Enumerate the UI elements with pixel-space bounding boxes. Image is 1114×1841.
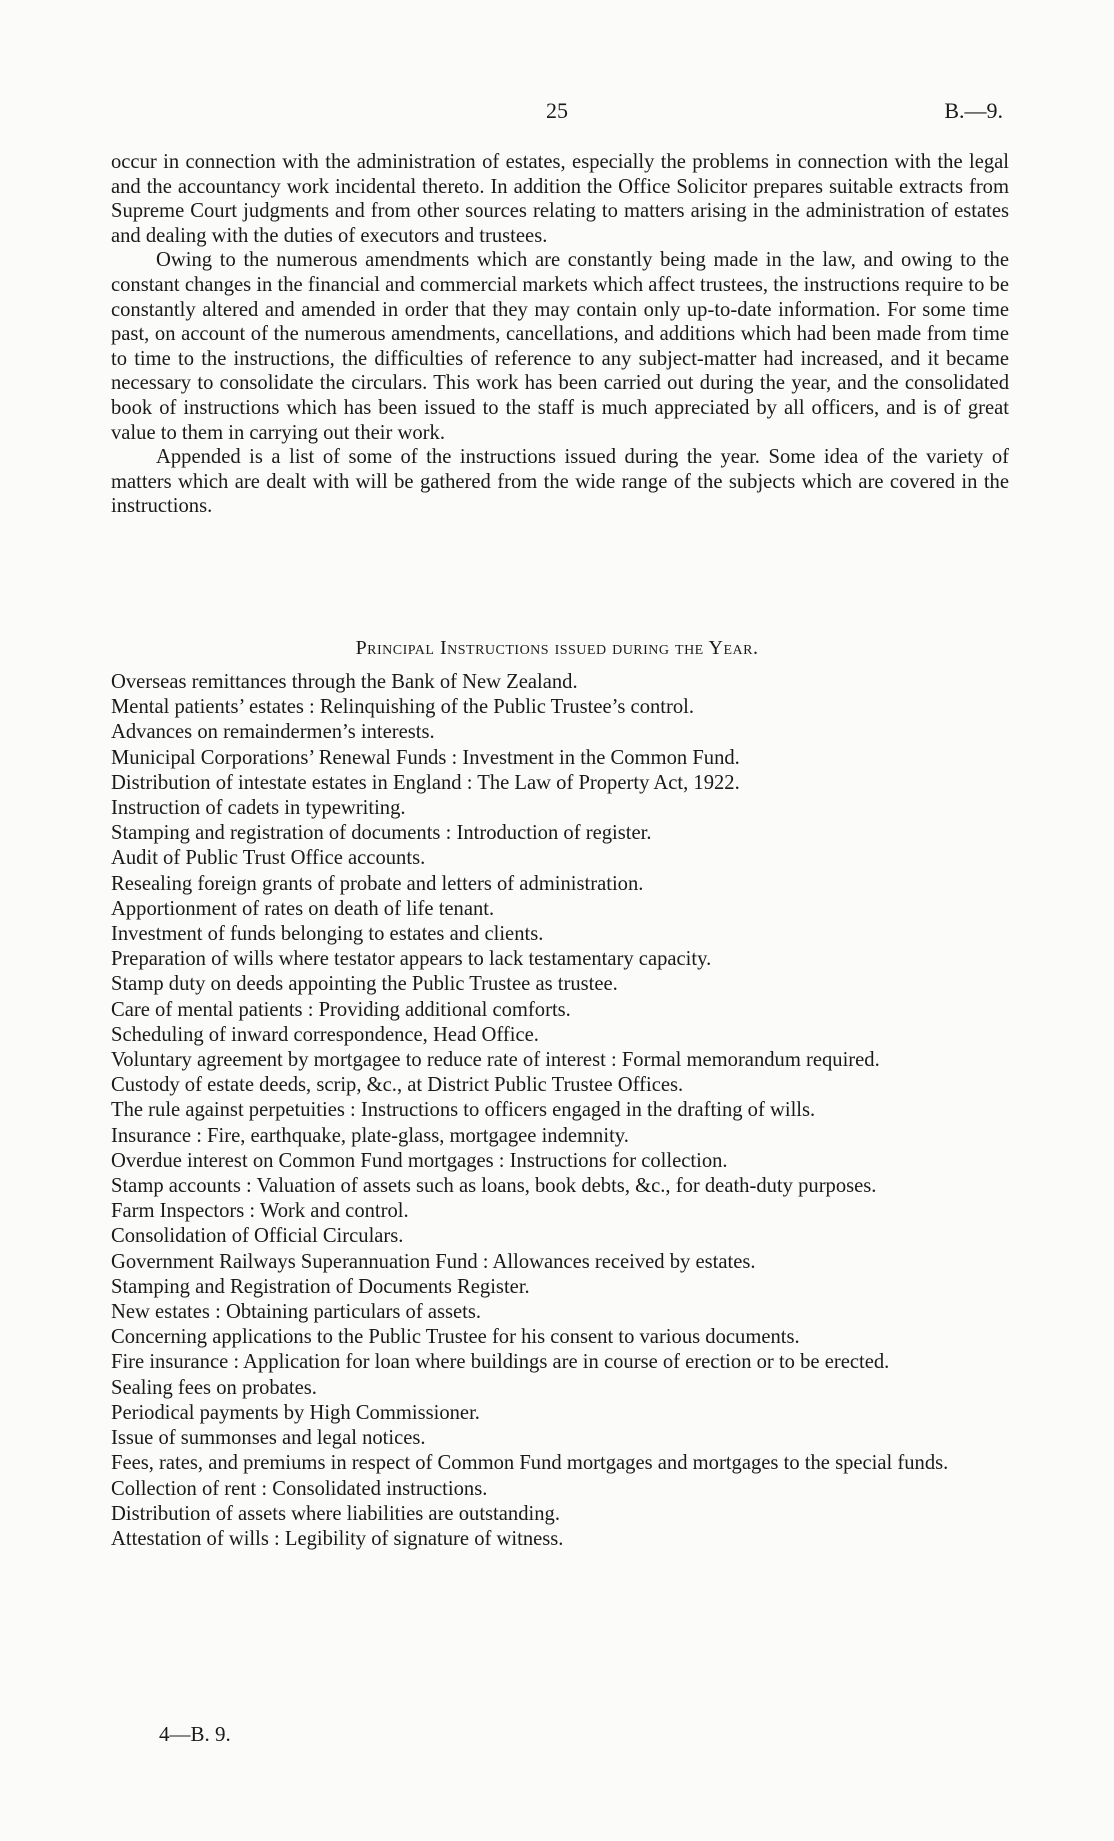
list-item: The rule against perpetuities : Instructions to officers engaged in the drafting of wills. xyxy=(111,1099,816,1122)
list-item: Overseas remittances through the Bank of New Zealand. xyxy=(111,671,578,693)
list-item: Custody of estate deeds, scrip, &c., at District Public Trustee Offices. xyxy=(111,1074,684,1097)
list-item: Voluntary agreement by mortgagee to reduce rate of interest : Formal memorandum required. xyxy=(111,1049,880,1072)
paragraph: occur in connection with the administration of estates, especially the problems in connection with the legal and the accountancy work incidental thereto. In addition the Office Solicitor prepares suitable extracts from Supreme Court judgments and from other sources relating to matters arising in the administration of estates and dealing with the duties of executors and trustees. xyxy=(111,151,1009,247)
list-item: Mental patients’ estates : Relinquishing of the Public Trustee’s control. xyxy=(111,696,695,719)
list-item: Issue of summonses and legal notices. xyxy=(111,1427,426,1450)
list-item: Insurance : Fire, earthquake, plate-glass, mortgagee indemnity. xyxy=(111,1124,629,1147)
list-item: Concerning applications to the Public Trustee for his consent to various documents. xyxy=(111,1326,800,1349)
list-item: Attestation of wills : Legibility of signature of witness. xyxy=(111,1527,564,1550)
list-item: Periodical payments by High Commissioner. xyxy=(111,1401,480,1424)
list-item: Sealing fees on probates. xyxy=(111,1376,317,1399)
list-item: Audit of Public Trust Office accounts. xyxy=(111,847,426,870)
list-item: Instruction of cadets in typewriting. xyxy=(111,797,406,820)
list-item: Overdue interest on Common Fund mortgages : Instructions for collection. xyxy=(111,1149,728,1172)
list-item: Stamp accounts : Valuation of assets such as loans, book debts, &c., for death-duty purposes. xyxy=(111,1175,877,1198)
list-item: Farm Inspectors : Work and control. xyxy=(111,1200,409,1223)
page-number: 25 xyxy=(546,98,568,123)
list-item: Government Railways Superannuation Fund : Allowances received by estates. xyxy=(111,1250,756,1273)
list-item: Resealing foreign grants of probate and letters of administration. xyxy=(111,872,644,895)
list-item: Scheduling of inward correspondence, Head Office. xyxy=(111,1023,539,1046)
list-item: Stamping and registration of documents : Introduction of register. xyxy=(111,822,652,845)
list-item: Distribution of intestate estates in England : The Law of Property Act, 1922. xyxy=(111,771,740,794)
instruction-list xyxy=(111,670,1009,1552)
list-item: Consolidation of Official Circulars. xyxy=(111,1225,404,1248)
list-item: Care of mental patients : Providing additional comforts. xyxy=(111,998,571,1021)
section-heading: Principal Instructions issued during the Year. xyxy=(355,637,759,659)
list-item: Stamping and Registration of Documents Register. xyxy=(111,1275,530,1298)
document-reference: B.—9. xyxy=(944,98,1003,123)
list-item: Advances on remaindermen’s interests. xyxy=(111,721,435,744)
list-item: Municipal Corporations’ Renewal Funds : Investment in the Common Fund. xyxy=(111,746,740,769)
list-item: Apportionment of rates on death of life tenant. xyxy=(111,897,495,920)
list-item: New estates : Obtaining particulars of assets. xyxy=(111,1301,482,1324)
signature-mark: 4—B. 9. xyxy=(159,1722,231,1746)
list-item: Preparation of wills where testator appears to lack testamentary capacity. xyxy=(111,948,712,971)
list-item: Investment of funds belonging to estates and clients. xyxy=(111,923,544,946)
list-item: Collection of rent : Consolidated instructions. xyxy=(111,1477,488,1500)
paragraph: Owing to the numerous amendments which are constantly being made in the law, and owing to the constant changes in the financial and commercial markets which affect trustees, the instructions require to be constantly altered and amended in order that they may contain only up-to-date information. For some time past, on account of the numerous amendments, cancellations, and additions which had been made from time to time to the instructions, the difficulties of reference to any subject-matter had increased, and it became necessary to consolidate the circulars. This work has been carried out during the year, and the consolidated book of instructions which has been issued to the staff is much appreciated by all officers, and is of great value to them in carrying out their work. xyxy=(111,249,1009,444)
list-item: Fees, rates, and premiums in respect of Common Fund mortgages and mortgages to the special funds. xyxy=(111,1452,949,1475)
paragraph: Appended is a list of some of the instructions issued during the year. Some idea of the variety of matters which are dealt with will be gathered from the wide range of the subjects which are covered in the instructions. xyxy=(111,446,1009,518)
list-item: Stamp duty on deeds appointing the Public Trustee as trustee. xyxy=(111,973,618,996)
list-item: Distribution of assets where liabilities are outstanding. xyxy=(111,1502,560,1525)
body-text xyxy=(111,150,1009,519)
list-item: Fire insurance : Application for loan where buildings are in course of erection or to be erected. xyxy=(111,1351,890,1374)
